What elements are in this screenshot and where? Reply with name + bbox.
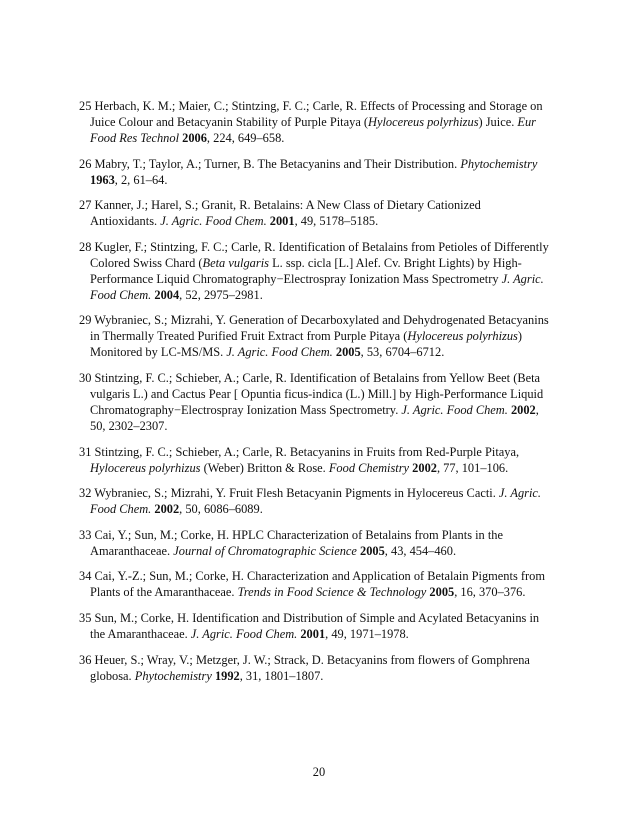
reference-number: 29 (79, 313, 92, 328)
reference-number: 30 (79, 370, 92, 385)
reference-year: 2002 (510, 402, 536, 417)
reference-text: Cai, Y.-Z.; Sun, M.; Corke, H. Characterization and Application of Betalain Pigments from Plants of the Amaranthaceae. (90, 569, 545, 600)
reference-text: Mabry, T.; Taylor, A.; Turner, B. The Betacyanins and Their Distribution. (94, 156, 461, 171)
reference-text: Sun, M.; Corke, H. Identification and Distribution of Simple and Acylated Betacyanins in the Amaranthaceae. (90, 610, 540, 641)
reference-text: Wybraniec, S.; Mizrahi, Y. Fruit Flesh Betacyanin Pigments in Hylocereus Cacti. (94, 486, 499, 501)
reference-italic-text: Food Chemistry (328, 460, 410, 475)
reference-text: , 2, 61–64. (114, 172, 168, 187)
reference-italic-text: Trends in Food Science & Technology (237, 585, 427, 600)
reference-year: 2005 (429, 585, 455, 600)
page-number: 20 (312, 765, 326, 779)
reference-italic-text: J. Agric. Food Chem. (190, 626, 298, 641)
reference-text: , 52, 2975–2981. (179, 287, 263, 302)
reference-text: ) Juice. (478, 115, 518, 129)
reference-italic-text: Hylocereus polyrhizus (368, 115, 479, 129)
reference-italic-text: Hylocereus polyrhizus (407, 329, 518, 344)
reference-entry (79, 527, 549, 559)
reference-number: 35 (79, 610, 92, 625)
reference-year: 2006 (182, 131, 207, 145)
reference-text: Heuer, S.; Wray, V.; Metzger, J. W.; Strack, D. Betacyanins from flowers of Gomphrena globosa. (90, 652, 530, 683)
reference-year: 2002 (154, 502, 180, 517)
reference-italic-text: J. Agric. Food Chem. (226, 345, 333, 360)
reference-text: , 53, 6704–6712. (360, 345, 445, 360)
reference-italic-text: J. Agric. Food Chem. (90, 486, 542, 517)
reference-number: 31 (79, 444, 92, 459)
reference-italic-text: Eur Food Res Technol (90, 115, 536, 145)
reference-text: , 50, 6086–6089. (179, 502, 263, 517)
reference-number: 34 (79, 569, 92, 584)
reference-number: 27 (79, 198, 92, 213)
reference-year: 2004 (154, 287, 180, 302)
reference-entry (79, 444, 549, 476)
reference-text: , 16, 370–376. (454, 585, 526, 600)
reference-italic-text: Phytochemistry (460, 156, 538, 171)
reference-year: 1963 (90, 172, 115, 187)
reference-italic-text: Beta vulgaris (202, 255, 269, 270)
reference-number: 26 (79, 156, 92, 171)
reference-italic-text: J. Agric. Food Chem. (401, 402, 508, 417)
reference-text: Cai, Y.; Sun, M.; Corke, H. HPLC Characterization of Betalains from Plants in the Amaranthaceae. (90, 527, 503, 558)
reference-entry (79, 197, 549, 229)
reference-text: , 224, 649–658. (206, 131, 285, 145)
reference-italic-text: J. Agric. Food Chem. (90, 271, 544, 302)
reference-year: 2005 (360, 543, 385, 558)
reference-entry (79, 610, 549, 642)
reference-year: 1992 (214, 668, 240, 683)
reference-text: , 77, 101–106. (436, 460, 509, 475)
reference-list (79, 98, 549, 693)
reference-entry (79, 98, 549, 146)
reference-year: 2005 (335, 345, 361, 360)
reference-text: ) Monitored by LC-MS/MS. (90, 329, 523, 360)
reference-year: 2001 (300, 626, 326, 641)
reference-entry (79, 568, 549, 600)
reference-number: 28 (79, 239, 92, 254)
reference-text: , 50, 2302–2307. (90, 402, 539, 433)
reference-italic-text: Hylocereus polyrhizus (90, 460, 201, 475)
reference-text: Kanner, J.; Harel, S.; Granit, R. Betalains: A New Class of Dietary Cationized Antioxidants. (90, 198, 481, 229)
reference-text: , 49, 5178–5185. (294, 214, 379, 229)
reference-text: Stintzing, F. C.; Schieber, A.; Carle, R. Identification of Betalains from Yellow Beet (Beta vulgaris L.) and Cactus Pear [ Opuntia ficus-indica (L.) Mill.] by High-Performance Liquid Chromatography−Electrospray Ionization Mass Spectrometry. (90, 370, 544, 417)
reference-number: 32 (79, 486, 92, 501)
reference-entry (79, 156, 549, 188)
reference-entry (79, 370, 549, 434)
reference-italic-text: J. Agric. Food Chem. (160, 214, 267, 229)
reference-text: , 31, 1801–1807. (239, 668, 324, 683)
reference-italic-text: Phytochemistry (134, 668, 212, 683)
reference-italic-text: Journal of Chromatographic Science (173, 543, 357, 558)
reference-text: , 49, 1971–1978. (325, 626, 409, 641)
reference-year: 2002 (412, 460, 437, 475)
reference-number: 33 (79, 527, 92, 542)
reference-text: Stintzing, F. C.; Schieber, A.; Carle, R. Betacyanins in Fruits from Red-Purple Pitaya, (94, 444, 520, 459)
reference-text: Wybraniec, S.; Mizrahi, Y. Generation of Decarboxylated and Dehydrogenated Betacyanins in Thermally Treated Purified Fruit Extract from Purple Pitaya ( (90, 313, 549, 344)
reference-text: Kugler, F.; Stintzing, F. C.; Carle, R. Identification of Betalains from Petioles of Differently Colored Swiss Chard ( (90, 239, 549, 270)
reference-text: Herbach, K. M.; Maier, C.; Stintzing, F. C.; Carle, R. Effects of Processing and Storage on Juice Colour and Betacyanin Stability of Purple Pitaya ( (90, 99, 543, 129)
reference-number: 36 (79, 652, 92, 667)
reference-number: 25 (79, 99, 92, 113)
reference-year: 2001 (269, 214, 295, 229)
reference-text: , 43, 454–460. (384, 543, 457, 558)
reference-entry (79, 652, 549, 684)
reference-text: L. ssp. cicla [L.] Alef. Cv. Bright Lights) by High-Performance Liquid Chromatography−Electrospray Ionization Mass Spectrometry (90, 255, 522, 286)
reference-entry (79, 485, 549, 517)
reference-entry (79, 312, 549, 360)
reference-entry (79, 239, 549, 303)
reference-text: (Weber) Britton & Rose. (200, 460, 329, 475)
